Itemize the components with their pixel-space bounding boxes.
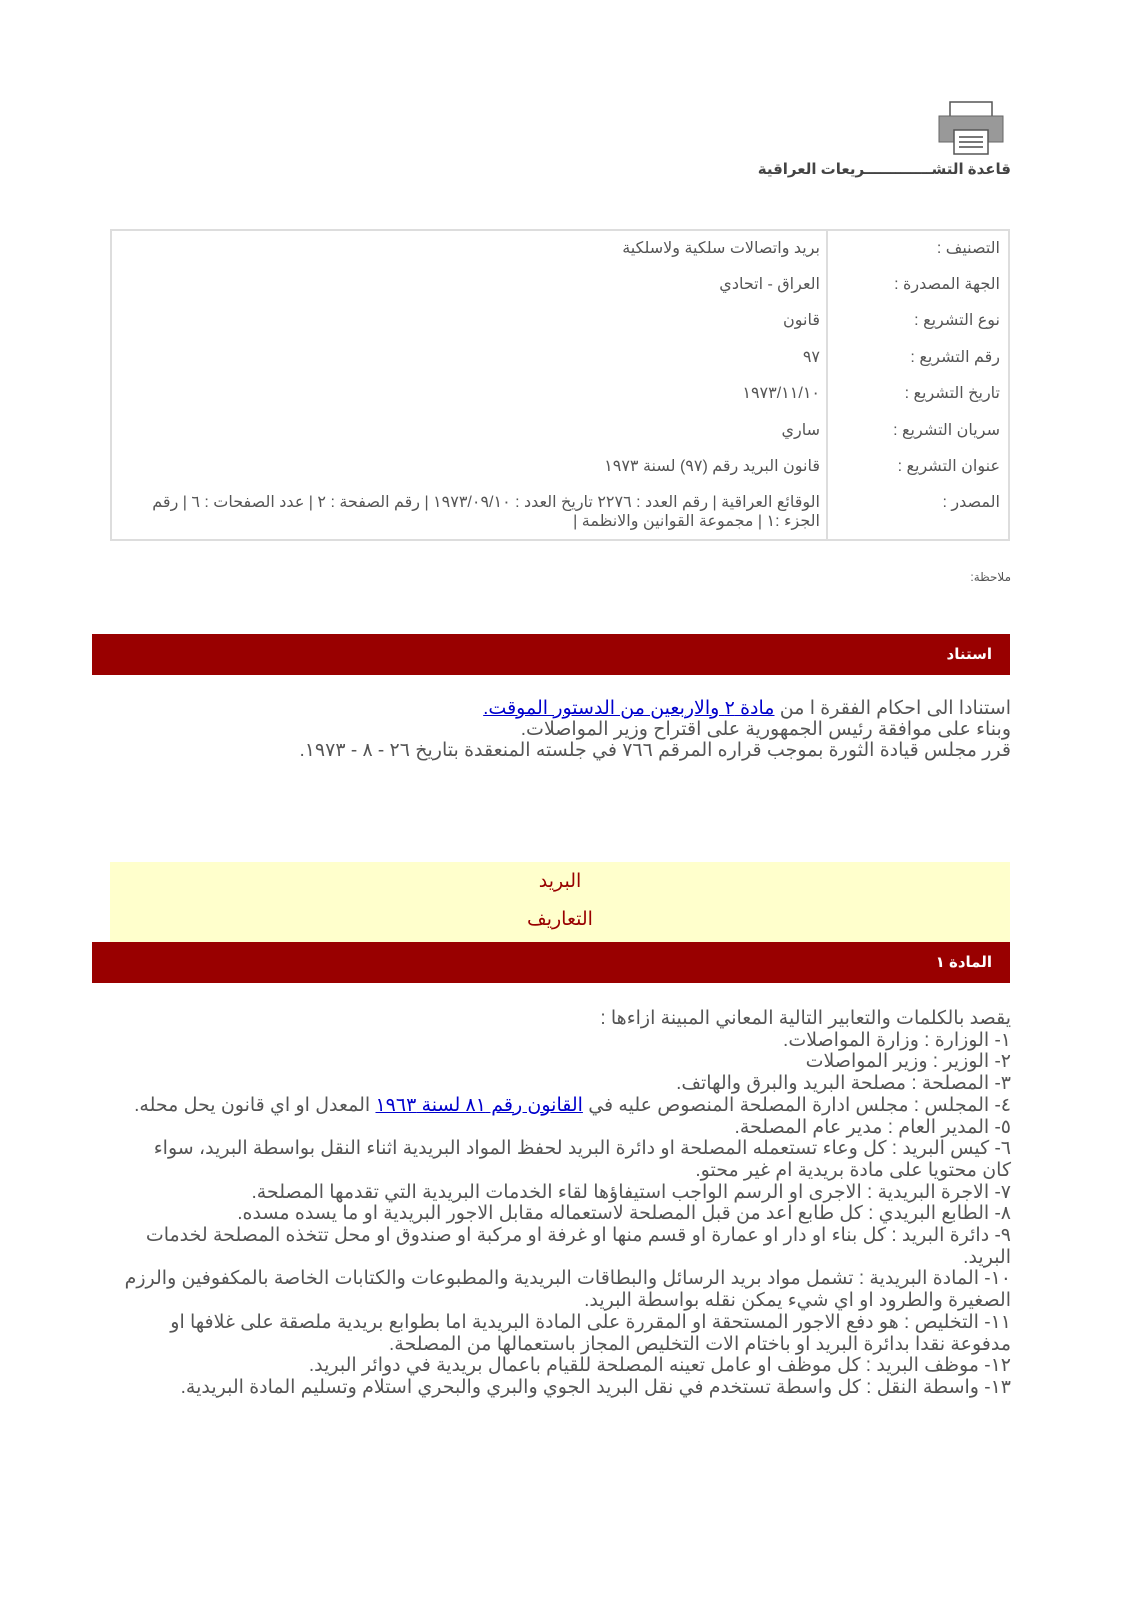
printer-icon[interactable] [938,100,1004,156]
article-intro: يقصد بالكلمات والتعابير التالية المعاني المبينة ازاءها : [600,1008,1011,1029]
info-value: ٩٧ [802,348,820,366]
definition-item: ٣- المصلحة : مصلحة البريد والبرق والهاتف. [676,1073,1011,1095]
info-row-source [111,486,1009,540]
law-81-1963-link[interactable]: القانون رقم ٨١ لسنة ١٩٦٣ [375,1094,583,1116]
definition-item [121,1095,1011,1117]
preamble-heading-bar [92,634,1010,675]
definition-item: ١٣- واسطة النقل : كل واسطة تستخدم في نقل البريد الجوي والبري والبحري استلام وتسليم المادة البريدية. [180,1376,1011,1398]
info-label: التصنيف : [827,230,1009,267]
definition-item: ٧- الاجرة البريدية : الاجرى او الرسم الواجب استيفاؤها لقاء الخدمات البريدية التي تقدمها المصلحة. [251,1181,1011,1203]
definition-text-part: المعدل او اي قانون يحل محله. [134,1094,376,1116]
definition-item: ١٠- المادة البريدية : تشمل مواد بريد الرسائل والبطاقات البريدية والمطبوعات والكتابات الخاصة بالمكفوفين والرزم الصغيرة والطرود او اي شيء يمكن نقله بواسطة البريد. [124,1268,1011,1312]
site-title: قاعدة التشـــــــــــــريعات العراقية [757,161,1011,178]
article-heading-bar [92,942,1010,983]
preamble-line-1 [111,698,1011,719]
note-label: ملاحظة: [970,570,1011,584]
info-row-issuer [111,267,1009,304]
article-body [121,1008,1011,1399]
definition-item: ١٢- موظف البريد : كل موظف او عامل تعينه المصلحة للقيام باعمال بريدية في دوائر البريد. [308,1355,1011,1377]
preamble-line-2: وبناء على موافقة رئيس الجمهورية على اقتراح وزير المواصلات. [520,719,1011,740]
definition-item: ٦- كيس البريد : كل وعاء تستعمله المصلحة او دائرة البريد لحفظ المواد البريدية اثناء النقل بواسطة البريد، سواء كان محتويا على مادة بريدية ام غير محتو. [153,1138,1011,1181]
info-row-title [111,449,1009,486]
info-row-type [111,303,1009,340]
chapter-title: البريد [538,871,582,892]
definition-item: ٨- الطابع البريدي : كل طابع اعد من قبل المصلحة لاستعماله مقابل الاجور البريدية او ما يسده مسده. [237,1203,1011,1225]
legislation-info-table [110,229,1010,541]
info-label: المصدر : [827,486,1009,540]
info-value: قانون [783,312,820,329]
constitution-article-link[interactable]: مادة ٢ والاربعين من الدستور الموقت. [483,698,775,719]
info-label: تاريخ التشريع : [827,376,1009,413]
info-row-date [111,376,1009,413]
info-label: سريان التشريع : [827,413,1009,450]
definition-item: ١١- التخليص : هو دفع الاجور المستحقة او المقررة على المادة البريدية اما بطوابع بريدية ملصقة على غلافها او مدفوعة نقدا بدائرة البريد او باختام الات التخليص المجاز باستعمالها من المصلحة. [170,1311,1011,1355]
definition-item: ٥- المدير العام : مدير عام المصلحة. [734,1116,1011,1138]
info-value: ١٩٧٣/١١/١٠ [742,385,820,402]
preamble-text [111,698,1011,761]
definition-item: ٢- الوزير : وزير المواصلات [805,1051,1011,1073]
info-label: رقم التشريع : [827,340,1009,377]
info-row-status [111,413,1009,450]
info-value: قانون البريد رقم (٩٧) لسنة ١٩٧٣ [604,458,820,475]
definition-item: ٩- دائرة البريد : كل بناء او دار او عمارة او قسم منها او غرفة او مركبة او صندوق او محل تتخذه المصلحة لخدمات البريد. [145,1225,1011,1268]
info-value: ساري [781,421,820,439]
definition-item: ١- الوزارة : وزارة المواصلات. [783,1029,1011,1051]
preamble-heading: استناد [946,646,992,663]
info-label: الجهة المصدرة : [827,267,1009,304]
definition-text-part: ٤- المجلس : مجلس ادارة المصلحة المنصوص عليه في [582,1094,1011,1116]
section-header [110,862,1010,942]
info-label: عنوان التشريع : [827,449,1009,486]
info-value: الوقائع العراقية | رقم العدد : ٢٢٧٦ تاريخ العدد : ١٩٧٣/٠٩/١٠ | رقم الصفحة : ٢ | عدد الصفحات : ٦ | رقم الجزء :١ | مجموعة القوانين والانظمة | [152,493,820,530]
info-label: نوع التشريع : [827,303,1009,340]
info-value: العراق - اتحادي [719,275,820,293]
info-row-number [111,340,1009,377]
article-heading: المادة ١ [935,954,992,971]
preamble-line-3: قرر مجلس قيادة الثورة بموجب قراره المرقم ٧٦٦ في جلسته المنعقدة بتاريخ ٢٦ - ٨ - ١٩٧٣. [299,740,1011,761]
info-row-classification [111,230,1009,267]
info-value: بريد واتصالات سلكية ولاسلكية [622,240,820,257]
part-title: التعاريف [527,909,593,930]
preamble-text-part: استنادا الى احكام الفقرة ا من [774,698,1011,719]
